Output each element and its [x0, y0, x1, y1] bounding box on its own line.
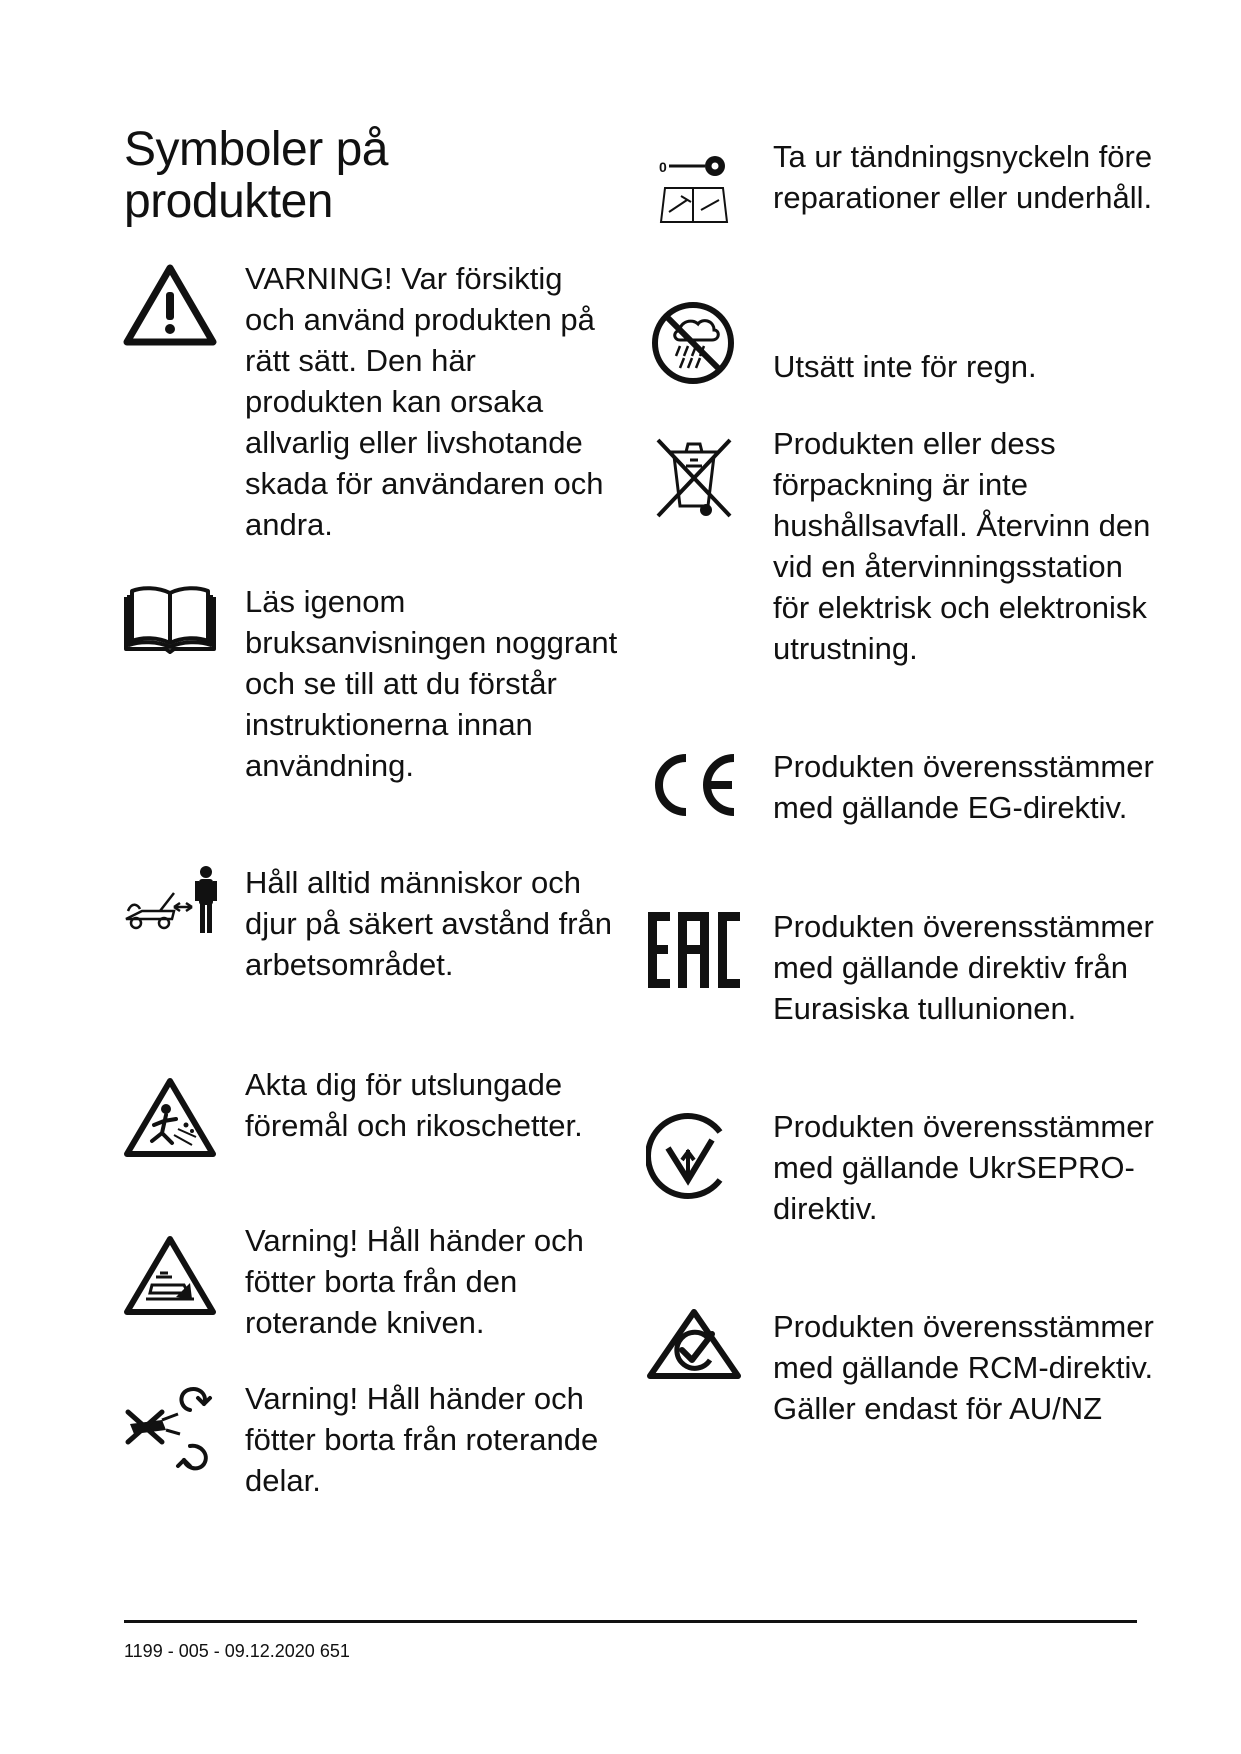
svg-text:0: 0 — [659, 159, 667, 175]
right-entry-text-weee: Produkten eller dess förpackning är inte hushållsavfall. Återvinn den vid en återvinningsstation för elektrisk och elektronisk utrustning. — [773, 426, 1151, 666]
ce-mark-icon — [648, 752, 740, 818]
manual-book-icon — [122, 585, 218, 655]
no-rain-icon — [650, 300, 736, 386]
remove-key-icon — [657, 150, 731, 230]
left-entry-text-blade: Varning! Håll händer och fötter borta från den roterande kniven. — [245, 1223, 584, 1340]
left-entry-text-thrown: Akta dig för utslungade föremål och rikoschetter. — [245, 1067, 583, 1143]
eac-mark-icon — [648, 912, 740, 988]
keep-distance-icon — [122, 865, 220, 935]
rotating-blade-icon — [122, 1233, 218, 1318]
left-entry-text-rotating: Varning! Håll händer och fötter borta från roterande delar. — [245, 1381, 599, 1498]
left-entry-text-warning: VARNING! Var försiktig och använd produkten på rätt sätt. Den här produkten kan orsaka allvarlig eller livshotande skada för användaren och andra. — [245, 261, 604, 542]
warning-triangle-icon — [122, 262, 218, 348]
thrown-objects-icon — [122, 1075, 218, 1160]
left-entry-text-distance: Håll alltid människor och djur på säkert avstånd från arbetsområdet. — [245, 865, 613, 982]
rotating-parts-icon — [122, 1384, 218, 1472]
weee-bin-icon — [652, 430, 736, 522]
footer-document-code: 1199 - 005 - 09.12.2020 651 — [124, 1641, 350, 1661]
right-entry-text-ce: Produkten överensstämmer med gällande EG-direktiv. — [773, 749, 1154, 825]
footer-divider — [124, 1620, 1137, 1623]
right-entry-text-eac: Produkten överensstämmer med gällande direktiv från Eurasiska tullunionen. — [773, 909, 1154, 1026]
page-title: Symboler på produkten — [124, 123, 388, 228]
right-entry-text-rcm: Produkten överensstämmer med gällande RCM-direktiv. Gäller endast för AU/NZ — [773, 1309, 1154, 1426]
right-entry-text-rain: Utsätt inte för regn. — [773, 349, 1037, 384]
ukrsepro-mark-icon — [646, 1110, 730, 1202]
rcm-mark-icon — [646, 1308, 742, 1380]
left-entry-text-manual: Läs igenom bruksanvisningen noggrant och se till att du förstår instruktionerna innan användning. — [245, 584, 618, 783]
right-entry-text-key: Ta ur tändningsnyckeln före reparationer eller underhåll. — [773, 139, 1153, 215]
right-entry-text-ukrsepro: Produkten överensstämmer med gällande UkrSEPRO-direktiv. — [773, 1109, 1154, 1226]
